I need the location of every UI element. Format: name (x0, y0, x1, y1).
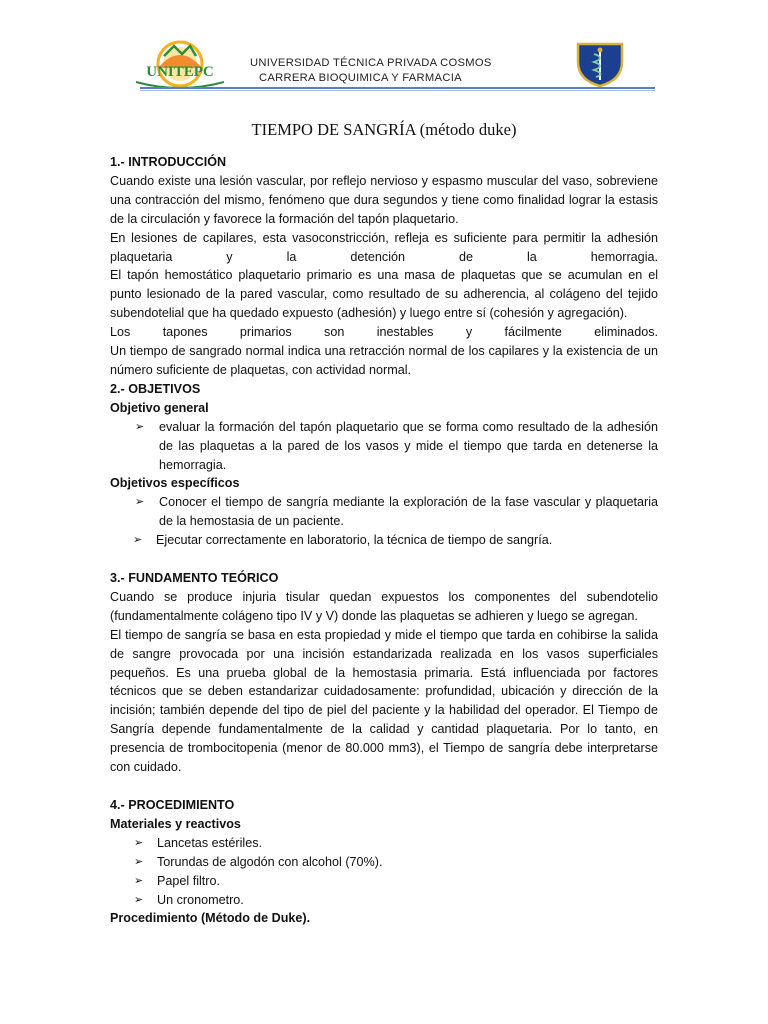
header-divider-light (140, 90, 655, 91)
general-objective-label: Objetivo general (110, 400, 209, 415)
intro-paragraph-1: Cuando existe una lesión vascular, por reflejo nervioso y espasmo muscular del vaso, sobreviene una contracción del mismo, fenómeno que dura segundos y tiene como finalidad lograr la estasis de la circulación y favorece la formación del tapón plaquetario. (110, 173, 658, 226)
theory-paragraph-2: El tiempo de sangría se basa en esta propiedad y mide el tiempo que tarda en cohibirse la salida de sangre provocada por una incisión estandarizada realizada en los vasos superficiales pequeños. Es una prueba global de la hemostasia primaria. Está influenciada por factores técnicos que se deben estandarizar cuidadosamente: profundidad, ubicación y dirección de la incisión; también depende del tipo de piel del paciente y la habilidad del operador. El Tiempo de Sangría depende fundamentalmente de la calidad y cantidad plaquetaria. Por lo tanto, en presencia de trombocitopenia (menor de 80.000 mm3), el Tiempo de sangría debe interpretarse con cuidado. (110, 627, 658, 775)
list-item: ➢ Un cronometro. (110, 891, 658, 910)
arrow-bullet-icon: ➢ (133, 534, 143, 547)
theory-heading: 3.- FUNDAMENTO TEÓRICO (110, 571, 279, 586)
document-title: TIEMPO DE SANGRÍA (método duke) (251, 120, 517, 139)
intro-paragraph-2a: En lesiones de capilares, esta vasoconstricción, refleja es suficiente para permitir la adhesión (110, 230, 658, 245)
specific-objectives-list (110, 493, 658, 550)
university-name: UNIVERSIDAD TÉCNICA PRIVADA COSMOS (250, 57, 492, 69)
materials-label: Materiales y reactivos (110, 816, 241, 831)
university-heading (250, 56, 550, 86)
career-name: CARRERA BIOQUIMICA Y FARMACIA (259, 72, 462, 84)
list-item: ➢ evaluar la formación del tapón plaquetario que se forma como resultado de la adhesión de las plaquetas a la pared de los vasos y mide el tiempo que tarda en detenerse la hemorragia. (135, 419, 658, 472)
arrow-bullet-icon: ➢ (135, 420, 145, 433)
faculty-shield-icon (572, 40, 628, 88)
list-item: ➢ Torundas de algodón con alcohol (70%). (110, 853, 658, 872)
specific-objectives-label: Objetivos específicos (110, 476, 240, 491)
arrow-bullet-icon: ➢ (134, 893, 144, 906)
arrow-bullet-icon: ➢ (134, 836, 144, 849)
list-item: ➢ Lancetas estériles. (110, 834, 658, 853)
list-item: ➢ Ejecutar correctamente en laboratorio, la técnica de tiempo de sangría. (110, 531, 658, 550)
arrow-bullet-icon: ➢ (134, 874, 144, 887)
logo-left-text: UNITEPC (146, 64, 214, 80)
document-body (110, 153, 658, 928)
method-label: Procedimiento (Método de Duke). (110, 911, 311, 926)
unitepc-logo (130, 38, 230, 93)
page-header (0, 0, 768, 100)
list-item: ➢ Conocer el tiempo de sangría mediante la exploración de la fase vascular y plaquetaria de la hemostasia de un paciente. (135, 495, 658, 529)
header-divider (140, 87, 655, 89)
intro-paragraph-4: Los tapones primarios son inestables y fácilmente eliminados. (110, 325, 658, 340)
materials-list (110, 834, 658, 910)
arrow-bullet-icon: ➢ (134, 855, 144, 868)
intro-paragraph-2b: plaquetaria y la detención de la hemorragia. (110, 249, 658, 264)
intro-paragraph-5: Un tiempo de sangrado normal indica una retracción normal de los capilares y la existencia de un número suficiente de plaquetas, con actividad normal. (110, 344, 658, 377)
intro-paragraph-3: El tapón hemostático plaquetario primario es una masa de plaquetas que se acumulan en el punto lesionado de la pared vascular, como resultado de su adherencia, al colágeno del tejido subendotelial que ha quedado expuesto (adhesión) y luego entre sí (cohesión y agregación). (110, 268, 658, 321)
theory-paragraph-1: Cuando se produce injuria tisular quedan expuestos los componentes del subendotelio (fundamentalmente colágeno tipo IV y V) donde las plaquetas se adhieren y luego se agregan. (110, 589, 658, 623)
arrow-bullet-icon: ➢ (135, 496, 145, 509)
general-objective-list (110, 418, 658, 475)
list-item: ➢ Papel filtro. (110, 872, 658, 891)
procedure-heading: 4.- PROCEDIMIENTO (110, 798, 235, 812)
objectives-heading: 2.- OBJETIVOS (110, 381, 201, 396)
intro-heading: 1.- INTRODUCCIÓN (110, 155, 227, 169)
